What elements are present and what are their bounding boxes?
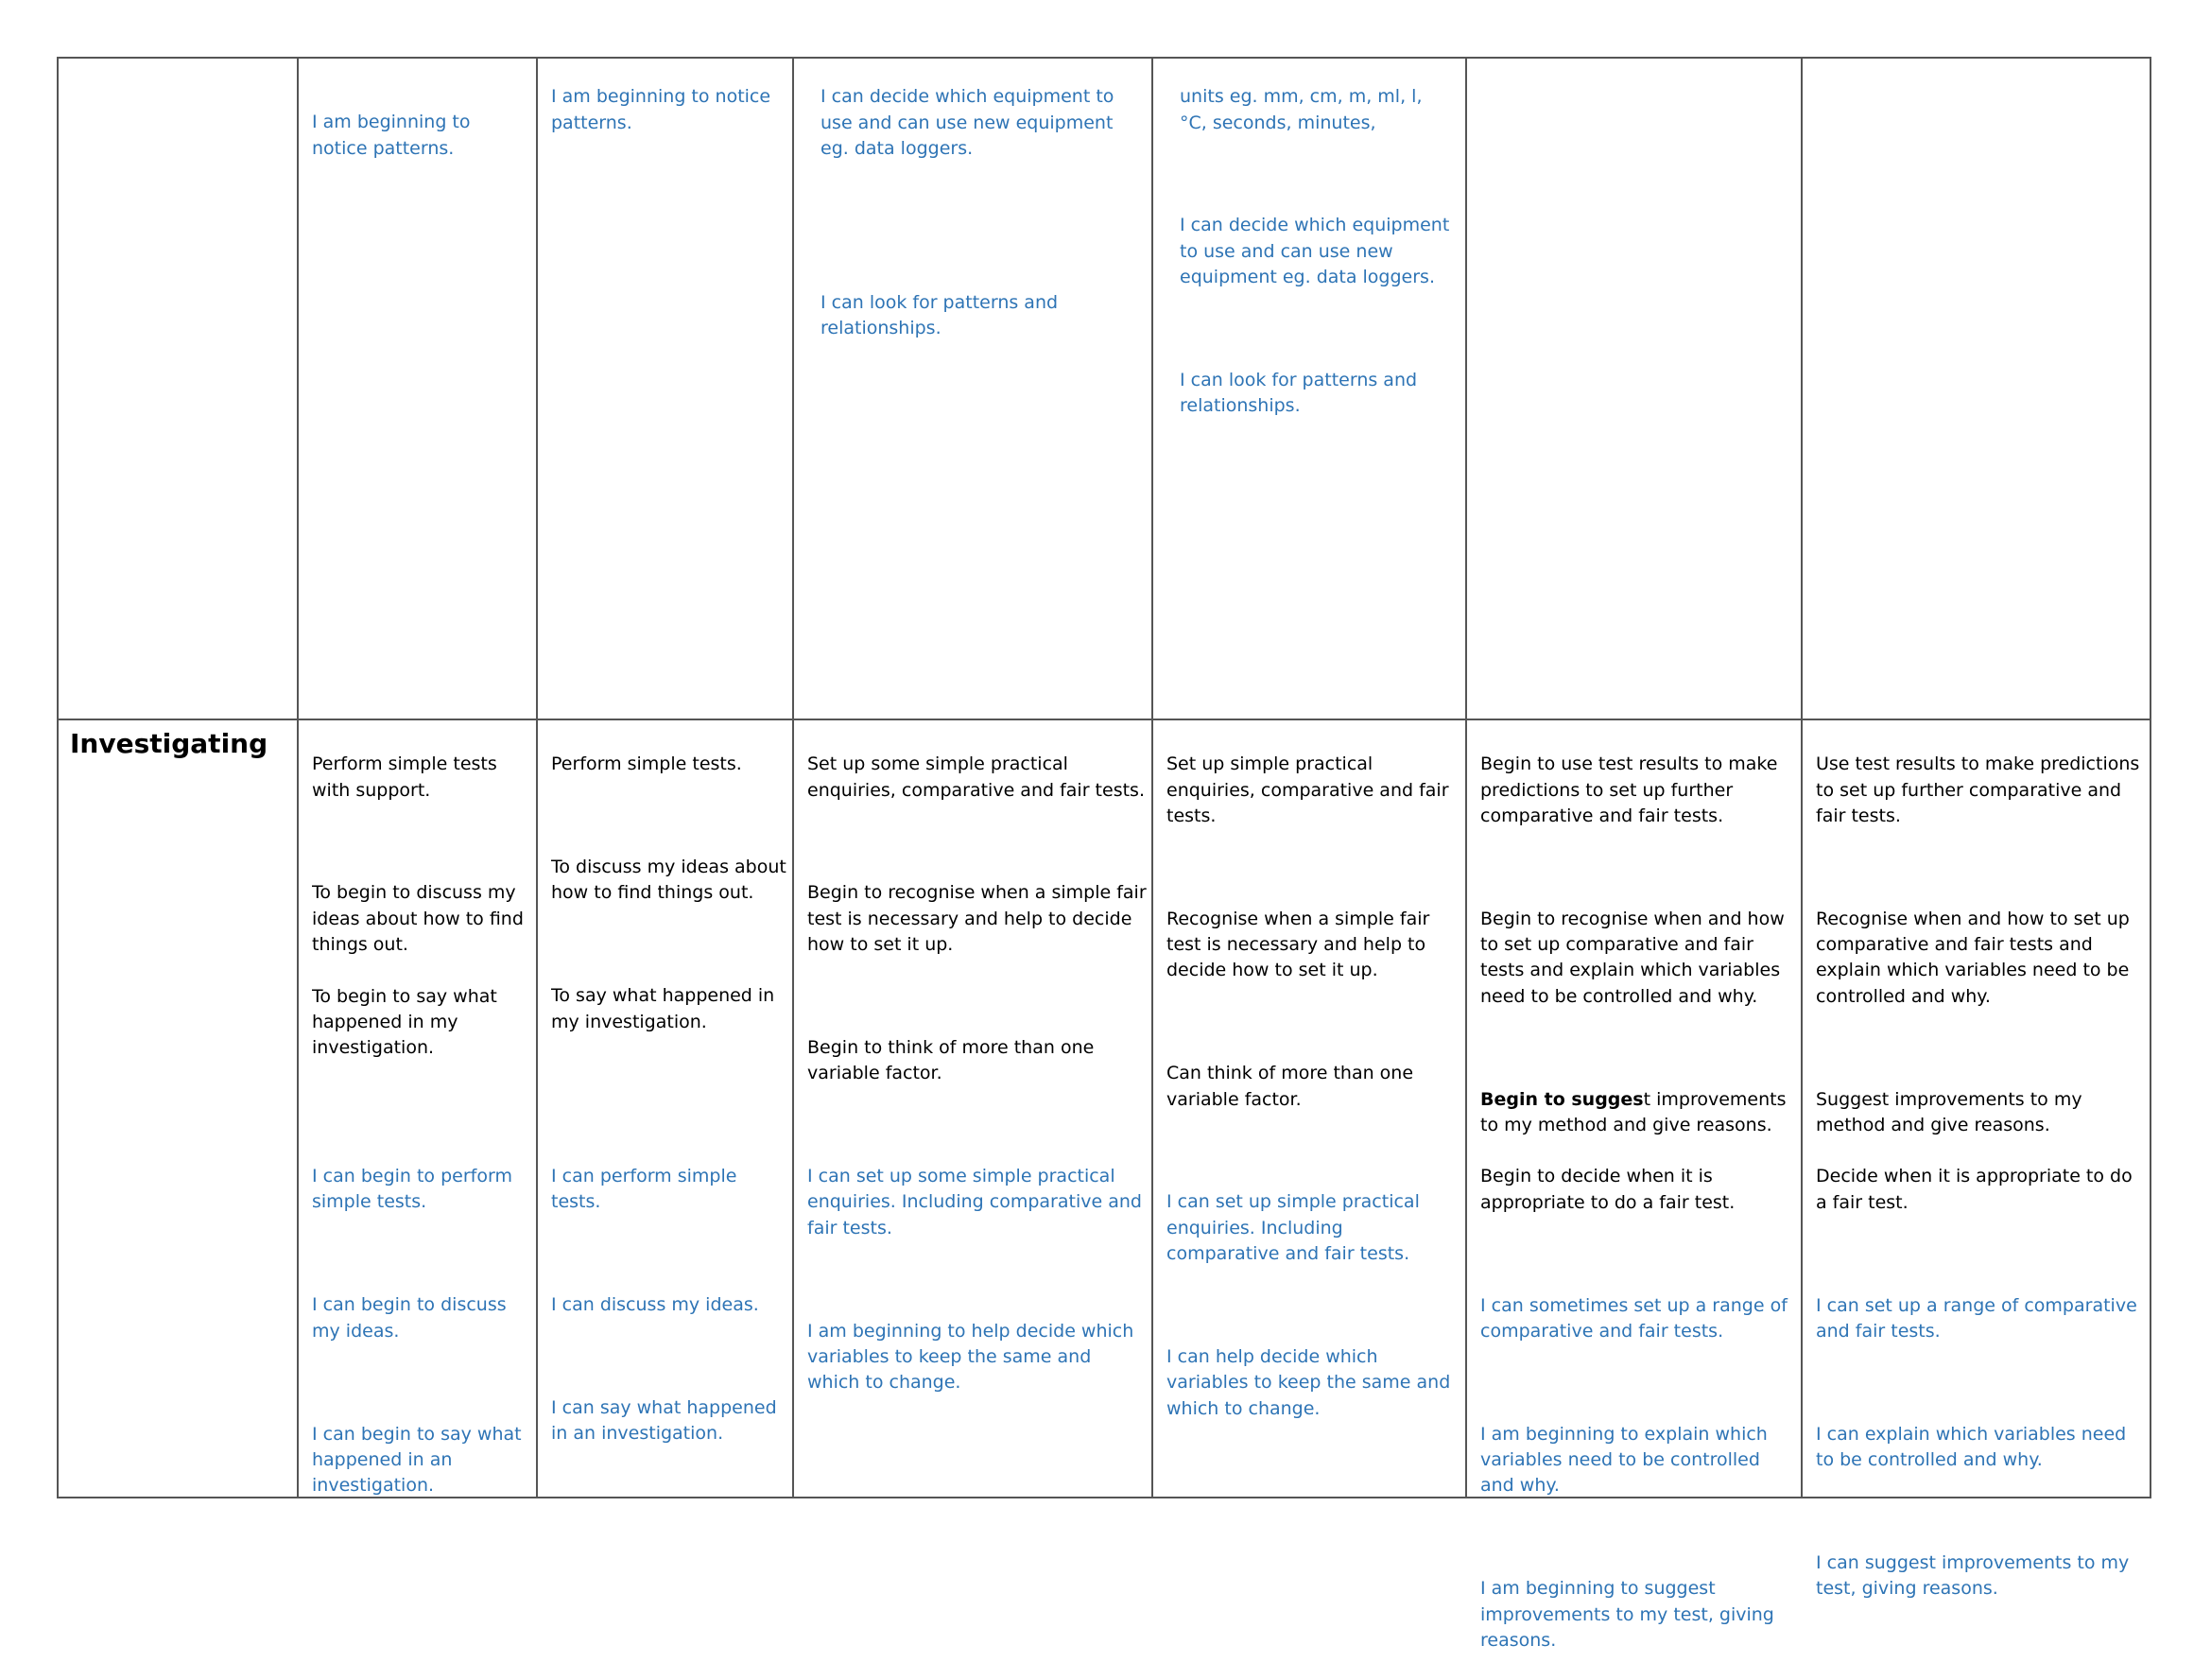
table-cell-text: Begin to recognise when and how to set up comparative and fair tests and explain which variables need to be controlled and why. [1480,908,1785,1007]
table-cell-text: I am beginning to notice patterns. [312,112,471,159]
table-cell-text: Perform simple tests. [551,753,742,775]
table-cell-text: units eg. mm, cm, m, ml, l, °C, seconds, minutes, [1180,86,1423,133]
table-border [1151,57,1153,1498]
table-cell-text: I can suggest improvements to my test, giving reasons. [1816,1552,2130,1600]
top-row-col1 [312,84,529,187]
table-cell-text: I am beginning to help decide which variables to keep the same and which to change. [807,1320,1134,1394]
table-border [2150,57,2151,1498]
table-cell-text: Decide when it is appropriate to do a fair test. [1816,1166,2133,1213]
top-row-col2 [551,59,787,162]
table-cell-text: I am beginning to explain which variables need to be controlled and why. [1480,1423,1768,1497]
table-cell-text: I can begin to perform simple tests. [312,1166,512,1213]
table-border [297,57,299,1498]
table-cell-text: I can begin to discuss my ideas. [312,1294,507,1342]
top-row-col3 [820,59,1142,368]
table-cell-text: To discuss my ideas about how to find things out. [551,857,786,904]
table-cell-text: I can explain which variables need to be controlled and why. [1816,1423,2127,1471]
table-cell-text [1480,1087,1794,1139]
table-cell-text: I can set up simple practical enquiries. Including comparative and fair tests. [1166,1191,1420,1265]
table-cell-text: I can discuss my ideas. [551,1293,759,1315]
table-cell-text: I can set up some simple practical enquiries. Including comparative and fair tests. [807,1166,1142,1238]
investigating-col2 [551,726,787,1473]
table-cell-text: Suggest improvements to my method and give reasons. [1816,1088,2082,1135]
table-border [1801,57,1803,1498]
table-border [57,719,2151,720]
table-cell-text: I can sometimes set up a range of comparative and fair tests. [1480,1294,1788,1342]
table-cell-text: I am beginning to suggest improvements to my test, giving reasons. [1480,1578,1774,1651]
table-cell-text: Begin to decide when it is appropriate to do a fair test. [1480,1166,1736,1213]
investigating-col5 [1480,726,1794,1680]
row-heading-investigating: Investigating [70,728,268,759]
table-cell-text: Set up some simple practical enquiries, comparative and fair tests. [807,753,1145,801]
table-cell-text: I can look for patterns and relationships. [820,291,1059,339]
table-cell-text: I can begin to say what happened in an investigation. [312,1423,522,1497]
table-cell-text: Recognise when and how to set up comparative and fair tests and explain which variables need to be controlled and why. [1816,908,2130,1007]
table-cell-text: I can look for patterns and relationships. [1180,369,1418,417]
table-cell-text: I can decide which equipment to use and can use new equipment eg. data loggers. [1180,215,1450,288]
table-cell-text: Begin to use test results to make predictions to set up further comparative and fair tests. [1480,753,1778,826]
investigating-col4 [1166,726,1461,1447]
table-border [792,57,794,1498]
bold-text: Begin to sugges [1480,1088,1644,1110]
table-cell-text: Set up simple practical enquiries, comparative and fair tests. [1166,753,1449,826]
table-cell-text: t improvements to my method and give reasons. [1480,1088,1787,1135]
top-row-col4 [1180,59,1454,445]
table-cell-text: To say what happened in my investigation. [551,985,775,1032]
table-cell-text: Use test results to make predictions to set up further comparative and fair tests. [1816,753,2140,826]
table-cell-text: Can think of more than one variable factor. [1166,1063,1414,1110]
investigating-col1 [312,726,529,1525]
investigating-col6 [1816,726,2145,1628]
investigating-col3 [807,726,1148,1422]
table-cell-text: To begin to discuss my ideas about how to find things out. [312,882,524,956]
table-cell-text: Recognise when a simple fair test is necessary and help to decide how to set it up. [1166,908,1430,981]
table-cell-text: I can help decide which variables to keep the same and which to change. [1166,1345,1451,1419]
table-cell-text: Perform simple tests with support. [312,753,497,801]
table-cell-text: I can say what happened in an investigation. [551,1396,777,1444]
table-cell-text: I can decide which equipment to use and can use new equipment eg. data loggers. [820,86,1114,159]
table-border [1465,57,1467,1498]
table-cell-text: I am beginning to notice patterns. [551,86,771,133]
table-border [57,57,59,1498]
table-border [536,57,538,1498]
table-cell-text: Begin to recognise when a simple fair test is necessary and help to decide how to set it up. [807,882,1147,956]
table-cell-text: I can perform simple tests. [551,1165,737,1212]
table-cell-text: I can set up a range of comparative and fair tests. [1816,1294,2137,1342]
table-cell-text: Begin to think of more than one variable factor. [807,1036,1095,1084]
table-cell-text: To begin to say what happened in my investigation. [312,985,497,1059]
